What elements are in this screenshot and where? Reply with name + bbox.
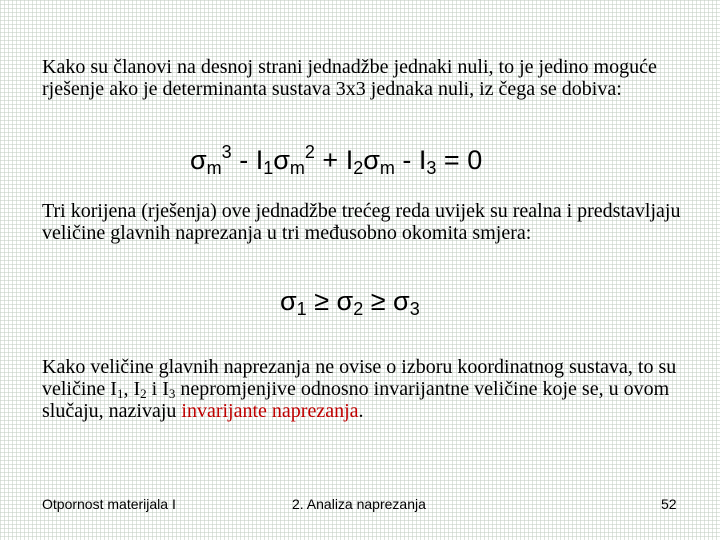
paragraph-text: . [358,400,364,422]
subscript-1: 1 [263,158,274,178]
paragraph-text: Kako veličine glavnih naprezanja ne ovise o izboru koordinatnog sustava, to su veličine I [42,356,677,400]
sigma-symbol: σ [190,145,207,175]
sigma-symbol: σ [336,286,354,316]
geq-sign: ≥ [306,286,337,316]
sigma-symbol: σ [363,145,380,175]
paragraph-invariants [42,356,687,422]
minus-sign: - [231,145,256,175]
subscript-2: 2 [140,386,147,401]
subscript-2: 2 [353,299,364,319]
invariant-symbol: I [255,145,264,175]
highlighted-term: invarijante naprezanja [181,400,359,422]
geq-sign: ≥ [363,286,394,316]
paragraph-text: , I [123,378,141,400]
sigma-symbol: σ [280,286,297,316]
subscript-3: 3 [409,299,420,319]
paragraph-determinant: Kako su članovi na desnoj strani jednadžbe jednaki nuli, to je jedino moguće rješenje ako je determinanta sustava 3x3 jednaka nuli, iz čega se dobiva: [42,56,657,100]
subscript-m: m [206,158,222,178]
exponent-3: 3 [221,142,232,162]
subscript-1: 1 [116,386,124,401]
footer-chapter-title: 2. Analiza naprezanja [292,496,426,512]
exponent-2: 2 [304,142,315,162]
footer-course-title: Otpornost materijala I [42,496,176,512]
paragraph-roots: Tri korijena (rješenja) ove jednadžbe trećeg reda uvijek su realna i predstavljaju veličine glavnih naprezanja u tri međusobno okomita smjera: [42,200,681,244]
subscript-3: 3 [168,386,176,401]
subscript-1: 1 [296,299,307,319]
plus-sign: + [314,145,346,175]
subscript-3: 3 [426,158,437,178]
paragraph-text: nepromjenjive odnosno invarijantne veličine koje se, u ovom slučaju, nazivaju [42,378,670,422]
sigma-symbol: σ [393,286,410,316]
principal-stress-order [280,285,420,317]
subscript-2: 2 [353,158,364,178]
invariant-symbol: I [345,145,354,175]
subscript-m: m [289,158,305,178]
minus-sign: - [394,145,419,175]
footer-page-number: 52 [661,496,677,512]
characteristic-equation [190,144,482,176]
subscript-m: m [379,158,395,178]
invariant-symbol: I [418,145,427,175]
paragraph-text: i I [146,378,169,400]
equals-zero: = 0 [436,145,483,175]
sigma-symbol: σ [273,145,290,175]
